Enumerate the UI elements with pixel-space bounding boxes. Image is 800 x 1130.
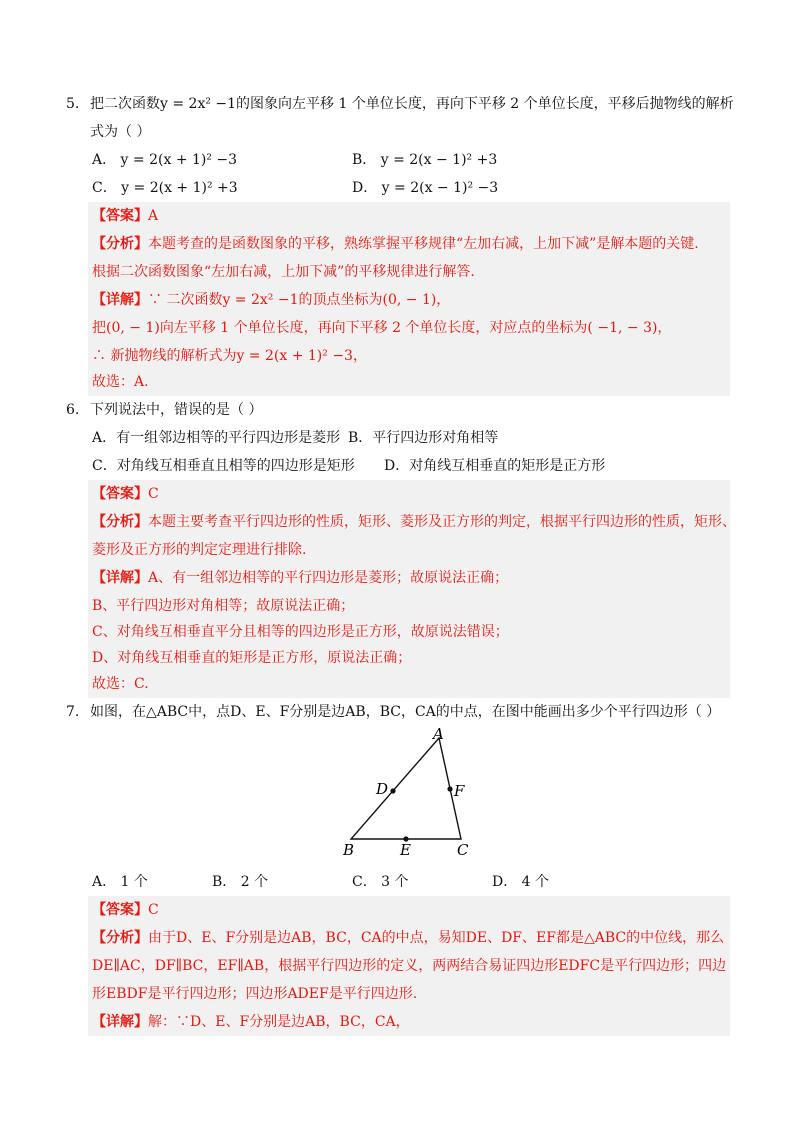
q6-stem: 下列说法中，错误的是（ ） xyxy=(90,402,263,418)
label-c: C xyxy=(457,841,469,859)
q5-detail-line1 xyxy=(92,290,450,310)
q5-option-a: A． y = 2(x + 1)² −3 xyxy=(92,152,238,168)
answer-value: A xyxy=(148,208,159,224)
q6-detail-line2: B、平行四边形对角相等；故原说法正确； xyxy=(92,598,355,614)
q5-detail-line3: ∴ 新抛物线的解析式为y = 2(x + 1)² −3， xyxy=(92,348,367,364)
q5-detail-line2: 把(0, − 1)向左平移 1 个单位长度，再向下平移 2 个单位长度，对应点的坐标为( −1, − 3)， xyxy=(92,320,672,336)
q7-option-a: A． 1 个 xyxy=(92,874,148,890)
q5-number: 5. xyxy=(66,96,80,112)
q6-detail-line1 xyxy=(92,568,508,588)
detail-text: ∵ 二次函数y = 2x² −1的顶点坐标为(0, − 1)， xyxy=(148,292,451,308)
q7-analysis-line1 xyxy=(92,928,724,948)
detail-tag: 【详解】 xyxy=(92,292,148,308)
label-e: E xyxy=(400,841,411,859)
q5-analysis-line2: 根据二次函数图象“左加右减，上加下减”的平移规律进行解答. xyxy=(92,264,475,280)
q7-option-c: C． 3 个 xyxy=(352,874,409,890)
analysis-text: 本题考查的是函数图象的平移，熟练掌握平移规律“左加右减，上加下减”是解本题的关键. xyxy=(148,236,699,252)
q6-detail-line4: D、对角线互相垂直的矩形是正方形，原说法正确； xyxy=(92,650,412,666)
answer-tag: 【答案】 xyxy=(92,486,148,502)
detail-tag: 【详解】 xyxy=(92,1014,148,1030)
analysis-tag: 【分析】 xyxy=(92,930,148,946)
q5-analysis-line1 xyxy=(92,234,699,254)
triangle-abc xyxy=(351,738,461,839)
q6-answer xyxy=(92,484,159,504)
detail-tag: 【详解】 xyxy=(92,570,148,586)
q7-stem: 如图，在△ABC中，点D、E、F分别是边AB，BC，CA的中点，在图中能画出多少个平行四边形（ ） xyxy=(90,704,721,720)
q6-option-c: C．对角线互相垂直且相等的四边形是矩形 xyxy=(92,458,355,474)
label-a: A xyxy=(433,725,444,743)
q6-detail-line5: 故选：C. xyxy=(92,676,149,692)
q6-option-d: D．对角线互相垂直的矩形是正方形 xyxy=(384,458,606,474)
q7-option-d: D． 4 个 xyxy=(492,874,550,890)
point-d xyxy=(390,788,395,793)
analysis-text: 由于D、E、F分别是边AB，BC，CA的中点，易知DE、DF、EF都是△ABC的中位线，那么 xyxy=(148,930,725,946)
q7-number: 7. xyxy=(66,704,80,720)
analysis-tag: 【分析】 xyxy=(92,514,148,530)
answer-tag: 【答案】 xyxy=(92,902,148,918)
answer-value: C xyxy=(148,902,159,918)
q5-stem-line2: 式为（ ） xyxy=(90,124,151,140)
point-f xyxy=(447,786,452,791)
q6-option-a: A．有一组邻边相等的平行四边形是菱形 xyxy=(92,430,341,446)
analysis-text: 本题主要考查平行四边形的性质，矩形、菱形及正方形的判定，根据平行四边形的性质，矩形、 xyxy=(148,514,736,530)
q5-option-c: C． y = 2(x + 1)² +3 xyxy=(92,180,238,196)
analysis-tag: 【分析】 xyxy=(92,236,148,252)
detail-text: A、有一组邻边相等的平行四边形是菱形；故原说法正确； xyxy=(148,570,509,586)
q5-option-d: D． y = 2(x − 1)² −3 xyxy=(352,180,499,196)
q6-detail-line3: C、对角线互相垂直平分且相等的四边形是正方形，故原说法错误； xyxy=(92,624,509,640)
q6-analysis-line1 xyxy=(92,512,736,532)
q7-detail-line1 xyxy=(92,1012,410,1032)
q7-analysis-line3: 形EBDF是平行四边形；四边形ADEF是平行四边形. xyxy=(92,986,418,1002)
q6-analysis-line2: 菱形及正方形的判定定理进行排除. xyxy=(92,542,307,558)
q5-stem-line1: 把二次函数y = 2x² −1的图象向左平移 1 个单位长度，再向下平移 2 个单位长度，平移后抛物线的解析 xyxy=(90,96,734,112)
answer-value: C xyxy=(148,486,159,502)
q7-option-b: B． 2 个 xyxy=(212,874,269,890)
triangle-figure xyxy=(330,724,490,864)
answer-tag: 【答案】 xyxy=(92,208,148,224)
q5-answer xyxy=(92,206,158,226)
q7-answer xyxy=(92,900,159,920)
label-f: F xyxy=(454,782,465,800)
detail-text: 解：∵D、E、F分别是边AB，BC，CA， xyxy=(148,1014,410,1030)
q5-option-b: B． y = 2(x − 1)² +3 xyxy=(352,152,498,168)
q6-number: 6. xyxy=(66,402,80,418)
q5-detail-line4: 故选：A. xyxy=(92,374,149,390)
label-b: B xyxy=(343,841,355,859)
q6-option-b: B．平行四边形对角相等 xyxy=(348,430,499,446)
q7-analysis-line2: DE∥AC，DF∥BC，EF∥AB，根据平行四边形的定义，两两结合易证四边形EDFC是平行四边形；四边 xyxy=(92,958,727,974)
label-d: D xyxy=(376,780,389,798)
